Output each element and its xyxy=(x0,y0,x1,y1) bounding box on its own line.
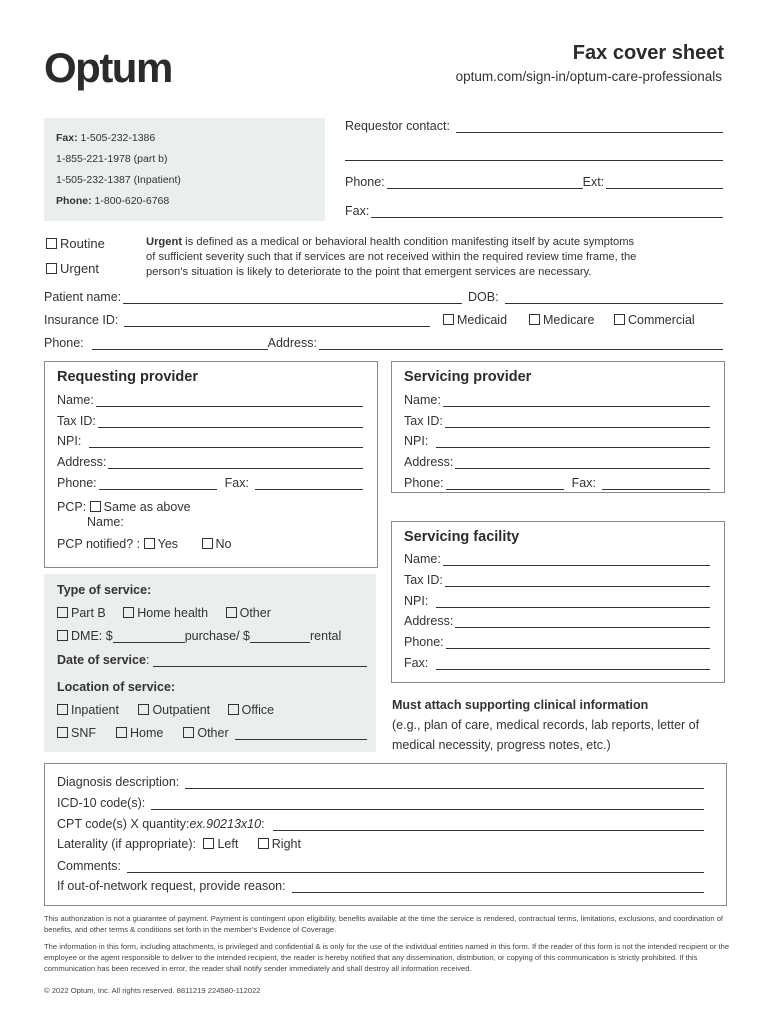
patient-phone-address-field[interactable] xyxy=(44,336,723,350)
req-name-line[interactable] xyxy=(96,396,363,407)
fac-npi-line[interactable] xyxy=(436,597,710,608)
snf-checkbox[interactable] xyxy=(57,727,68,738)
icd10-label: ICD-10 code(s): xyxy=(57,796,146,810)
medicare-option[interactable] xyxy=(529,313,594,327)
srv-name-label: Name: xyxy=(404,393,441,407)
req-fax-line[interactable] xyxy=(255,479,363,490)
srv-address-label: Address: xyxy=(404,455,454,469)
location-options-row1 xyxy=(57,703,274,717)
req-phone-label: Phone: xyxy=(57,476,97,490)
comments-field[interactable] xyxy=(57,859,704,873)
req-npi-line[interactable] xyxy=(89,437,363,448)
dme-rental-label: rental xyxy=(310,629,342,643)
insurance-id-line[interactable] xyxy=(124,316,430,327)
footer-confidentiality: The information in this form, including attachments, is privileged and confidential & is only for the use of the individual entities named in this form. If the reader of this form is not the intended recipient or the employee or the agent responsible to deliver to the intended recipient, the reader is hereby notified that any dissemination, distribution, or copying of this communication is strictly prohibited. If this communication has been received in error, the reader shall notify sender immediately and shall destroy all information received. xyxy=(44,942,730,973)
dme-rental-line[interactable] xyxy=(250,632,310,643)
part-b-checkbox[interactable] xyxy=(57,607,68,618)
icd10-field[interactable] xyxy=(57,796,704,810)
pcp-same-checkbox[interactable] xyxy=(90,501,101,512)
pcp-notified-label: PCP notified? : xyxy=(57,537,141,551)
type-of-service-title: Type of service: xyxy=(57,583,152,597)
phone-number: 1-800-620-6768 xyxy=(94,195,170,207)
requestor-contact-line[interactable] xyxy=(456,122,723,133)
right-checkbox[interactable] xyxy=(258,838,269,849)
srv-address-field[interactable] xyxy=(404,455,710,469)
fac-taxid-label: Tax ID: xyxy=(404,573,443,587)
fac-address-field[interactable] xyxy=(404,614,710,628)
home-label: Home xyxy=(130,726,164,740)
requestor-phone-field[interactable] xyxy=(345,175,723,189)
pcp-no-checkbox[interactable] xyxy=(202,538,213,549)
srv-taxid-field[interactable] xyxy=(404,414,710,428)
commercial-option[interactable] xyxy=(614,313,695,327)
home-health-checkbox[interactable] xyxy=(123,607,134,618)
req-taxid-label: Tax ID: xyxy=(57,414,96,428)
urgent-definition-line-1 xyxy=(146,235,726,250)
laterality-row xyxy=(57,837,301,851)
dme-purchase-label: purchase/ $ xyxy=(184,629,251,643)
pcp-yes-label: Yes xyxy=(157,537,179,551)
requestor-ext-line[interactable] xyxy=(606,178,723,189)
pcp-same-label: Same as above xyxy=(103,500,191,514)
medicare-checkbox[interactable] xyxy=(529,314,540,325)
requestor-contact-line-2[interactable] xyxy=(345,160,723,161)
home-health-label: Home health xyxy=(137,606,209,620)
optum-logo: Optum xyxy=(44,44,172,91)
inpatient-checkbox[interactable] xyxy=(57,704,68,715)
fac-phone-line[interactable] xyxy=(446,638,710,649)
date-of-service-field[interactable] xyxy=(57,653,367,667)
phone-label: Phone: xyxy=(56,195,92,207)
fac-npi-field[interactable] xyxy=(404,594,710,608)
location-of-service-title: Location of service: xyxy=(57,680,176,694)
dme-checkbox[interactable] xyxy=(57,630,68,641)
srv-name-line[interactable] xyxy=(443,396,710,407)
srv-fax-label: Fax: xyxy=(571,476,596,490)
snf-label: SNF xyxy=(71,726,96,740)
patient-address-line[interactable] xyxy=(319,339,723,350)
req-name-field[interactable] xyxy=(57,393,363,407)
date-of-service-label: Date of service xyxy=(57,653,146,667)
fax-line-1 xyxy=(56,132,155,144)
fax-label: Fax: xyxy=(56,132,78,144)
cpt-field[interactable] xyxy=(57,817,704,831)
fac-fax-line[interactable] xyxy=(436,659,710,670)
left-label: Left xyxy=(217,837,239,851)
comments-line[interactable] xyxy=(127,862,704,873)
requestor-fax-line[interactable] xyxy=(371,207,723,218)
diagnosis-description-label: Diagnosis description: xyxy=(57,775,180,789)
fac-fax-field[interactable] xyxy=(404,656,710,670)
req-address-label: Address: xyxy=(57,455,107,469)
attach-title: Must attach supporting clinical information xyxy=(392,698,649,712)
urgent-option[interactable] xyxy=(46,261,99,276)
srv-fax-line[interactable] xyxy=(602,479,710,490)
medicaid-label: Medicaid xyxy=(457,313,508,327)
req-name-label: Name: xyxy=(57,393,94,407)
dme-label: DME: $ xyxy=(71,629,113,643)
fac-npi-label: NPI: xyxy=(404,594,429,608)
pcp-yes-checkbox[interactable] xyxy=(144,538,155,549)
urgent-def-2: of sufficient severity such that if services are not received within the required review time frame, the xyxy=(146,251,637,263)
srv-npi-field[interactable] xyxy=(404,434,710,448)
pcp-label: PCP: xyxy=(57,500,87,514)
pcp-no-label: No xyxy=(215,537,232,551)
requestor-phone-label: Phone: xyxy=(345,175,385,189)
attach-line-2: medical necessity, progress notes, etc.) xyxy=(392,738,611,752)
fax-info-box xyxy=(44,118,325,221)
medicaid-checkbox[interactable] xyxy=(443,314,454,325)
dme-purchase-line[interactable] xyxy=(113,632,185,643)
requestor-phone-line[interactable] xyxy=(387,178,583,189)
requesting-provider-title: Requesting provider xyxy=(57,369,198,385)
routine-checkbox[interactable] xyxy=(46,238,57,249)
out-of-network-field[interactable] xyxy=(57,879,704,893)
diagnosis-description-field[interactable] xyxy=(57,775,704,789)
patient-name-line[interactable] xyxy=(123,293,462,304)
fac-address-label: Address: xyxy=(404,614,454,628)
routine-label: Routine xyxy=(60,236,105,251)
urgent-def-3: person’s situation is likely to deteriorate to the point that emergent services are necessary. xyxy=(146,266,592,278)
requestor-contact-label: Requestor contact: xyxy=(345,119,450,133)
medicaid-option[interactable] xyxy=(443,313,507,327)
laterality-label: Laterality (if appropriate): xyxy=(57,837,196,851)
requestor-contact-field[interactable] xyxy=(345,119,723,133)
req-taxid-field[interactable] xyxy=(57,414,363,428)
fac-phone-field[interactable] xyxy=(404,635,710,649)
srv-address-line[interactable] xyxy=(455,458,710,469)
dob-line[interactable] xyxy=(505,293,723,304)
srv-npi-label: NPI: xyxy=(404,434,429,448)
medicare-label: Medicare xyxy=(543,313,595,327)
urgent-bold: Urgent xyxy=(146,236,183,248)
servicing-provider-title: Servicing provider xyxy=(404,369,532,385)
footer-disclaimer: This authorization is not a guarantee of payment. Payment is contingent upon eligibility, benefits available at the time the service is rendered, contractual terms, limitations, exclusions, and coordination of benefits, and other terms & conditions set forth in the member’s Evidence of Coverage. xyxy=(44,914,724,934)
dme-field[interactable] xyxy=(57,629,357,643)
insurance-id-label: Insurance ID: xyxy=(44,313,119,327)
page-title: Fax cover sheet xyxy=(572,42,724,64)
inpatient-label: Inpatient xyxy=(71,703,119,717)
req-phone-line[interactable] xyxy=(99,479,217,490)
cpt-label: CPT code(s) X quantity: xyxy=(57,817,190,831)
location-options-row2 xyxy=(57,726,367,740)
srv-phone-line[interactable] xyxy=(446,479,564,490)
fac-name-label: Name: xyxy=(404,552,441,566)
urgent-label: Urgent xyxy=(60,261,100,276)
srv-phone-label: Phone: xyxy=(404,476,444,490)
insurance-id-field[interactable] xyxy=(44,313,430,327)
office-label: Office xyxy=(241,703,275,717)
other-service-checkbox[interactable] xyxy=(226,607,237,618)
req-npi-field[interactable] xyxy=(57,434,363,448)
fac-taxid-line[interactable] xyxy=(445,576,710,587)
dob-label: DOB: xyxy=(468,290,499,304)
fax-line-2: 1-855-221-1978 (part b) xyxy=(56,153,168,165)
urgent-checkbox[interactable] xyxy=(46,263,57,274)
requestor-ext-label: Ext: xyxy=(582,175,605,189)
fax-line-3: 1-505-232-1387 (Inpatient) xyxy=(56,174,181,186)
out-of-network-line[interactable] xyxy=(292,882,704,893)
fac-address-line[interactable] xyxy=(455,617,710,628)
req-taxid-line[interactable] xyxy=(98,417,363,428)
srv-npi-line[interactable] xyxy=(436,437,710,448)
fac-phone-label: Phone: xyxy=(404,635,444,649)
servicing-facility-title: Servicing facility xyxy=(404,529,520,545)
patient-phone-label: Phone: xyxy=(44,336,84,350)
fac-name-field[interactable] xyxy=(404,552,710,566)
fac-taxid-field[interactable] xyxy=(404,573,710,587)
fac-name-line[interactable] xyxy=(443,555,710,566)
location-other-checkbox[interactable] xyxy=(183,727,194,738)
outpatient-checkbox[interactable] xyxy=(138,704,149,715)
dob-field[interactable] xyxy=(468,290,723,304)
pcp-name-label: Name: xyxy=(87,515,124,529)
part-b-label: Part B xyxy=(71,606,106,620)
header-url: optum.com/sign-in/optum-care-professionals xyxy=(455,69,722,84)
outpatient-label: Outpatient xyxy=(152,703,211,717)
commercial-label: Commercial xyxy=(628,313,695,327)
office-checkbox[interactable] xyxy=(228,704,239,715)
req-phone-fax-field[interactable] xyxy=(57,476,363,490)
diagnosis-description-line[interactable] xyxy=(185,778,704,789)
srv-phone-fax-field[interactable] xyxy=(404,476,710,490)
fac-fax-label: Fax: xyxy=(404,656,429,670)
date-colon: : xyxy=(145,653,150,667)
other-service-label: Other xyxy=(239,606,271,620)
requestor-fax-label: Fax: xyxy=(345,204,370,218)
pcp-same-option[interactable] xyxy=(57,500,191,514)
pcp-notified xyxy=(57,537,232,551)
req-address-line[interactable] xyxy=(108,458,363,469)
routine-option[interactable] xyxy=(46,236,105,251)
home-checkbox[interactable] xyxy=(116,727,127,738)
patient-name-label: Patient name: xyxy=(44,290,122,304)
srv-taxid-line[interactable] xyxy=(445,417,710,428)
urgent-definition xyxy=(146,235,726,280)
attach-line-1: (e.g., plan of care, medical records, lab reports, letter of xyxy=(392,718,700,732)
service-type-options xyxy=(57,606,271,620)
cpt-example: ex.90213x10 xyxy=(189,817,262,831)
requestor-fax-field[interactable] xyxy=(345,204,723,218)
patient-phone-line[interactable] xyxy=(92,339,268,350)
phone-line xyxy=(56,195,169,207)
icd10-line[interactable] xyxy=(151,799,704,810)
urgent-def-1: is defined as a medical or behavioral health condition manifesting itself by acute symptoms xyxy=(182,236,635,248)
patient-name-field[interactable] xyxy=(44,290,462,304)
req-address-field[interactable] xyxy=(57,455,363,469)
right-label: Right xyxy=(271,837,301,851)
left-checkbox[interactable] xyxy=(203,838,214,849)
location-other-line[interactable] xyxy=(235,729,367,740)
commercial-checkbox[interactable] xyxy=(614,314,625,325)
srv-taxid-label: Tax ID: xyxy=(404,414,443,428)
req-fax-label: Fax: xyxy=(224,476,249,490)
patient-address-label: Address: xyxy=(267,336,317,350)
date-of-service-line[interactable] xyxy=(153,656,367,667)
location-other-label: Other xyxy=(197,726,229,740)
out-of-network-label: If out-of-network request, provide reason: xyxy=(57,879,286,893)
req-npi-label: NPI: xyxy=(57,434,82,448)
fax-number: 1-505-232-1386 xyxy=(80,132,156,144)
comments-label: Comments: xyxy=(57,859,121,873)
cpt-colon: : xyxy=(261,817,265,831)
srv-name-field[interactable] xyxy=(404,393,710,407)
footer-copyright: © 2022 Optum, Inc. All rights reserved. 8811219 224580-112022 xyxy=(44,986,261,995)
cpt-line[interactable] xyxy=(273,820,704,831)
